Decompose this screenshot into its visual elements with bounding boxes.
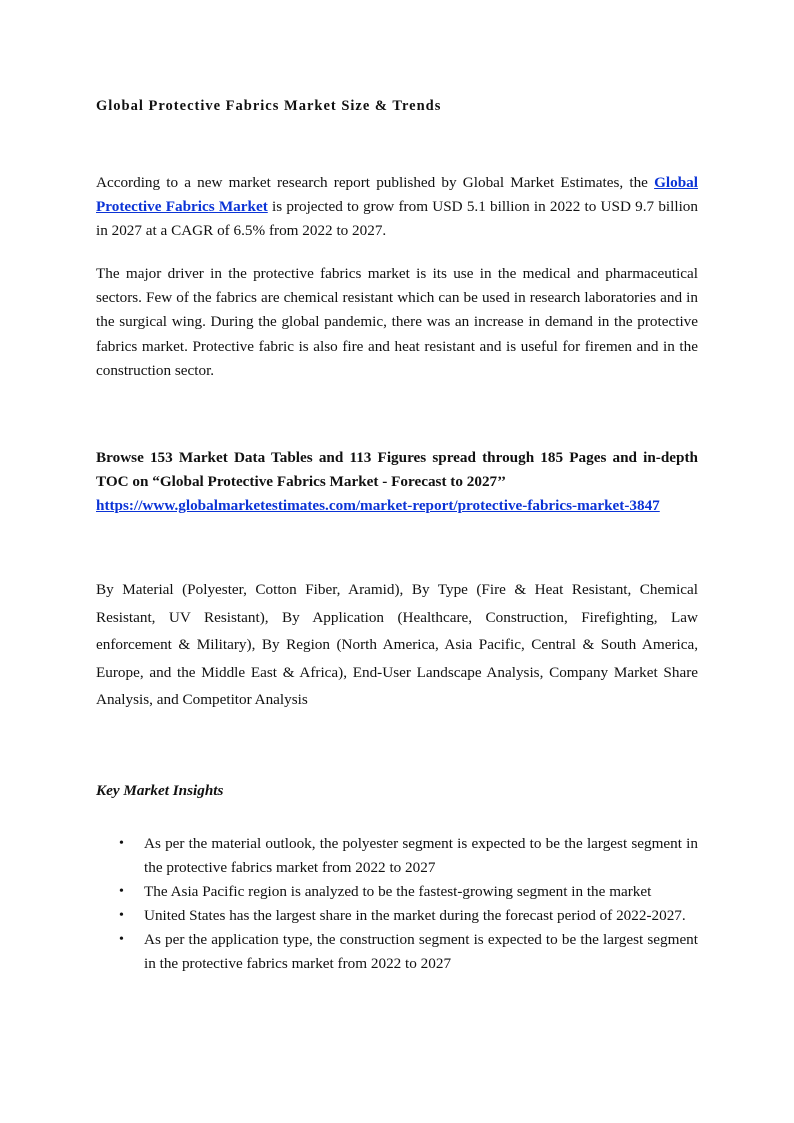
intro-text-after-link: is projected to grow from USD 5.1 billion in 2022 to USD 9.7 billion in 2027 at a CAGR of 6.5% from 2022 to 2027. xyxy=(96,198,698,240)
browse-text: Browse 153 Market Data Tables and 113 Figures spread through 185 Pages and in-depth TOC on “Global Protective Fabrics Market - Forecast to 2027’’ xyxy=(96,449,698,491)
insight-text: As per the material outlook, the polyester segment is expected to be the largest segment in the protective fabrics market from 2022 to 2027 xyxy=(144,835,698,876)
intro-text-before-link: According to a new market research report published by Global Market Estimates, the xyxy=(96,174,655,191)
key-market-insights-heading: Key Market Insights xyxy=(96,782,224,799)
bullet-icon: • xyxy=(119,932,124,947)
insight-text: The Asia Pacific region is analyzed to be the fastest-growing segment in the market xyxy=(144,883,652,900)
intro-paragraph xyxy=(96,171,698,244)
insight-text: As per the application type, the construction segment is expected to be the largest segment in the protective fabrics market from 2022 to 2027 xyxy=(144,931,698,972)
insight-text: United States has the largest share in the market during the forecast period of 2022-2027. xyxy=(144,907,686,924)
report-url-link[interactable]: https://www.globalmarketestimates.com/market-report/protective-fabrics-market-3847 xyxy=(96,497,660,515)
page-title: Global Protective Fabrics Market Size & Trends xyxy=(96,98,442,114)
list-item xyxy=(96,904,698,928)
bullet-icon: • xyxy=(119,908,124,923)
bullet-icon: • xyxy=(119,836,124,851)
market-report-link[interactable]: Global Protective Fabrics Market xyxy=(96,174,698,216)
browse-paragraph xyxy=(96,446,698,519)
bullet-icon: • xyxy=(119,884,124,899)
list-item xyxy=(96,928,698,976)
list-item xyxy=(96,880,698,904)
driver-paragraph: The major driver in the protective fabrics market is its use in the medical and pharmaceutical sectors. Few of the fabrics are chemical resistant which can be used in research laboratories and in the surgical wing. During the global pandemic, there was an increase in demand in the protective fabrics market. Protective fabric is also fire and heat resistant and is useful for firemen and in the construction sector. xyxy=(96,265,698,379)
insights-list xyxy=(96,832,698,976)
list-item xyxy=(96,832,698,880)
segmentation-paragraph: By Material (Polyester, Cotton Fiber, Aramid), By Type (Fire & Heat Resistant, Chemical Resistant, UV Resistant), By Application (Healthcare, Construction, Firefighting, Law enforcement & Military), By Region (North America, Asia Pacific, Central & South America, Europe, and the Middle East & Africa), End-User Landscape Analysis, Company Market Share Analysis, and Competitor Analysis xyxy=(96,581,698,709)
